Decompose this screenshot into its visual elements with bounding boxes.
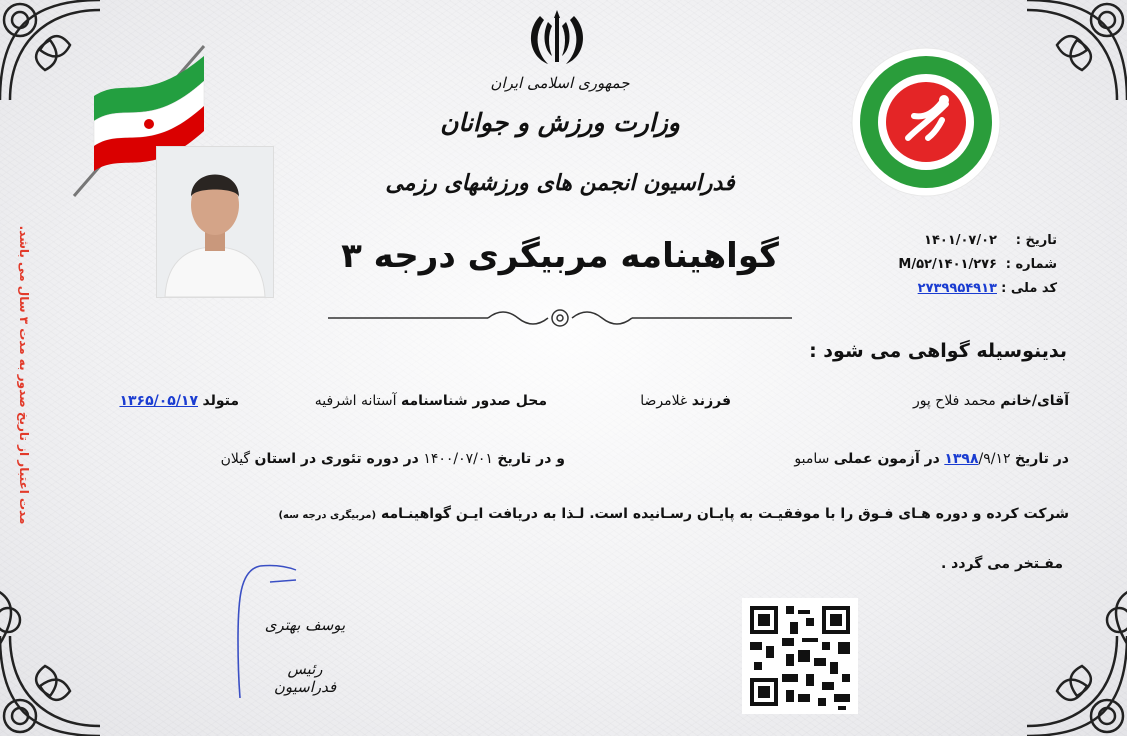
title-divider-ornament bbox=[328, 304, 792, 332]
meta-national-id-row bbox=[797, 276, 1057, 300]
holder-photo bbox=[156, 146, 274, 298]
child-label: فرزند bbox=[691, 393, 731, 409]
completion-line bbox=[169, 506, 1069, 522]
certificate-level-note: (مربیگری درجه سه) bbox=[278, 510, 377, 521]
certification-intro: بدینوسیله گواهی می شود : bbox=[809, 340, 1067, 362]
province-name: گیلان bbox=[220, 451, 251, 467]
father-name: غلامرضا bbox=[640, 393, 688, 409]
father-group bbox=[640, 393, 731, 409]
born-label: متولد bbox=[202, 393, 239, 409]
and-date-label: و در تاریخ bbox=[497, 451, 565, 467]
national-id-label: کد ملی : bbox=[1001, 280, 1057, 296]
federation-name: فدراسیون انجمن های ورزشهای رزمی bbox=[385, 170, 735, 196]
person-photo-icon bbox=[157, 147, 273, 297]
completion-text: شرکت کرده و دوره هـای فـوق را با موفقیـت به پایـان رسـانیده است. لـذا به دریافت ایـن گواهینـامه bbox=[380, 506, 1069, 522]
validity-text: مدت اعتبار از تاریخ صدور به مدت ۳ سال می باشد. bbox=[17, 225, 31, 525]
meta-number-row bbox=[797, 252, 1057, 276]
signer-name: یوسف بهتری bbox=[264, 616, 346, 634]
birthplace-label: محل صدور شناسنامه bbox=[400, 393, 547, 409]
birthplace-group bbox=[315, 393, 547, 409]
birthplace-value: آستانه اشرفیه bbox=[314, 393, 397, 409]
date-value: ۱۴۰۱/۰۷/۰۲ bbox=[924, 232, 997, 248]
qr-code-icon[interactable] bbox=[742, 598, 858, 714]
theory-label: در دوره تئوری در استان bbox=[254, 451, 419, 467]
federation-logo bbox=[850, 46, 1002, 198]
header-line-1: جمهوری اسلامی ایران bbox=[490, 74, 630, 92]
theory-group bbox=[221, 451, 565, 467]
national-id-link[interactable]: ۲۷۳۹۹۵۴۹۱۳ bbox=[917, 280, 997, 296]
practical-label: در آزمون عملی bbox=[833, 451, 940, 467]
side-ornament-left bbox=[0, 580, 34, 660]
signature-block bbox=[230, 560, 350, 700]
certificate-meta bbox=[797, 228, 1057, 300]
mr-label: آقای/خانم bbox=[1000, 393, 1069, 409]
iran-emblem-icon bbox=[522, 6, 592, 72]
corner-ornament-top-right bbox=[1017, 0, 1127, 110]
date-label: تاریخ : bbox=[1015, 232, 1057, 248]
closing-line: مفـتخر می گردد . bbox=[940, 556, 1063, 572]
number-value: ۱۴۰۱/۲۷۶/M/۵۲ bbox=[898, 256, 997, 272]
exam-date-group bbox=[794, 451, 1069, 467]
signer-role: رئیس فدراسیون bbox=[273, 660, 337, 696]
birth-group bbox=[119, 393, 239, 409]
exam-year-link[interactable]: ۱۳۹۸ bbox=[944, 451, 979, 467]
side-ornament-right bbox=[1093, 580, 1127, 660]
sport-name: سامبو bbox=[794, 451, 830, 467]
meta-date-row bbox=[797, 228, 1057, 252]
holder-name-group bbox=[913, 393, 1069, 409]
exam-date-label: در تاریخ bbox=[1014, 451, 1069, 467]
birth-date-link[interactable]: ۱۳۶۵/۰۵/۱۷ bbox=[119, 393, 199, 409]
certificate-title: گواهینامه مربیگری درجه ۳ bbox=[341, 236, 779, 276]
validity-side-note bbox=[6, 200, 42, 550]
theory-date: ۱۴۰۰/۰۷/۰۱ bbox=[423, 451, 493, 467]
number-label: شماره : bbox=[1005, 256, 1057, 272]
exam-date-rest: /۹/۱۲ bbox=[978, 451, 1011, 467]
holder-name: محمد فلاح پور bbox=[912, 393, 996, 409]
ministry-name: وزارت ورزش و جوانان bbox=[440, 108, 680, 137]
